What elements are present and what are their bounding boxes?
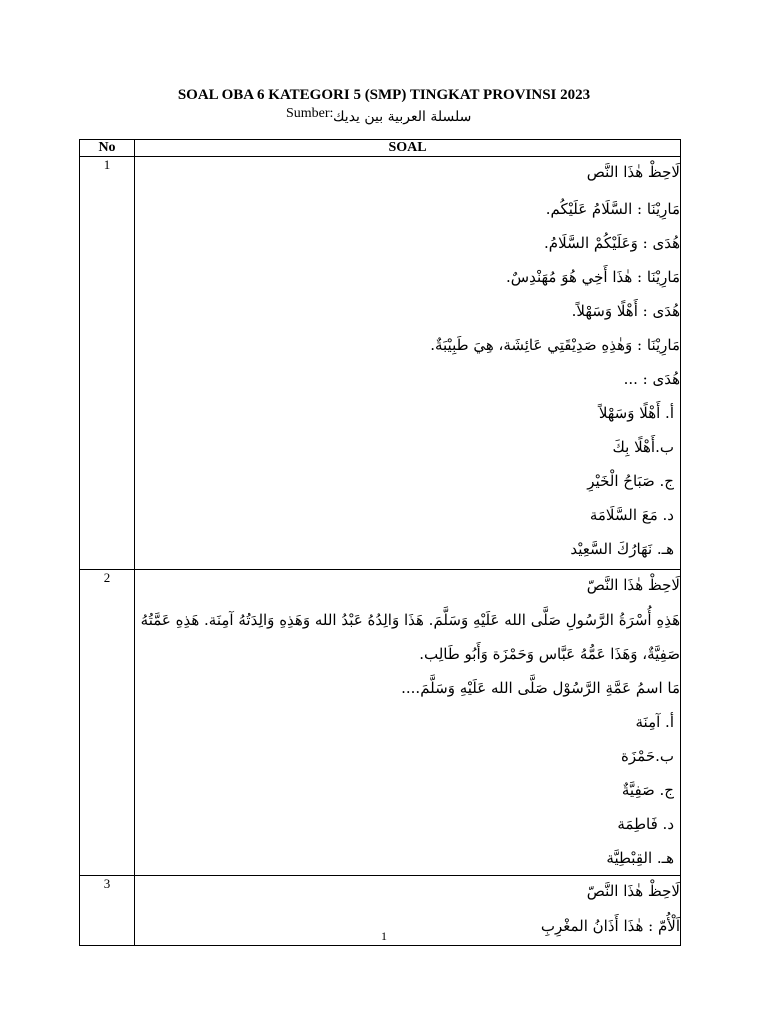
question-line: هُدَى : وَعَلَيْكُمْ السَّلَامُ. xyxy=(544,234,680,252)
page-number: 1 xyxy=(381,929,387,943)
question-line: لَاحِظْ هٰذَا النَّص xyxy=(586,163,680,181)
table-row xyxy=(80,570,681,876)
answer-option-b: ب.حَمْزَة xyxy=(621,747,674,765)
answer-option-b: ب.أَهْلًا بِكَ xyxy=(612,438,674,456)
question-body xyxy=(135,570,681,876)
answer-option-a: أ. أَهْلًا وَسَهْلاً xyxy=(598,404,674,422)
source-value: سلسلة العربية بين يديك xyxy=(333,109,472,125)
question-body xyxy=(135,157,681,570)
answer-option-d: د. فَاطِمَة xyxy=(617,815,674,833)
question-line: هُدَى : أَهْلًا وَسَهْلاً. xyxy=(571,302,680,320)
document-title: SOAL OBA 6 KATEGORI 5 (SMP) TINGKAT PROVINSI 2023 xyxy=(177,87,591,103)
answer-option-a: أ. آمِنَة xyxy=(635,713,674,731)
question-number: 2 xyxy=(80,570,135,876)
question-number: 1 xyxy=(80,157,135,570)
question-line: هُدَى : ... xyxy=(623,370,680,388)
col-header-soal: SOAL xyxy=(135,140,681,157)
table-row xyxy=(80,157,681,570)
question-line: اَلْأُمّ : هٰذَا أَذَانُ المغْرِبِ xyxy=(540,917,680,935)
source-line xyxy=(0,106,768,126)
question-number: 3 xyxy=(80,876,135,946)
question-line: مَارِيْنَا : هٰذَا أَخِي هُوَ مُهَنْدِسٌ. xyxy=(506,268,680,286)
question-line: مَا اسمُ عَمَّةِ الرَّسُوْل صَلَّى الله عَلَيْهِ وَسَلَّمَ.... xyxy=(401,679,680,697)
question-line: مَارِيْنَا : السَّلَامُ عَلَيْكُم. xyxy=(545,200,680,218)
answer-option-e: هـ. نَهَارُكَ السَّعِيْد xyxy=(570,540,674,558)
question-line: هَذِهِ أُسْرَةُ الرَّسُولِ صَلَّى الله عَلَيْهِ وَسَلَّمَ. هَذَا وَالِدُهُ عَبْدُ الله وَهَذِهِ وَالِدَتُهُ آمِنَة. هَذِهِ عَمَّتُهُ صَفِيَّةٌ، وَهَذَا عَمُّهُ عَبَّاس وَحَمْزَة وَأَبُو طَالِب. xyxy=(140,611,680,663)
col-header-no: No xyxy=(80,140,135,157)
answer-option-c: ج. صَبَاحُ الْخَيْرِ xyxy=(587,472,674,490)
answer-option-c: ج. صَفِيَّةٌ xyxy=(621,781,674,799)
question-line: مَارِيْنَا : وَهٰذِهِ صَدِيْقَتِي عَائِشَة، هِيَ طَبِيْبَةٌ. xyxy=(430,336,680,354)
source-label: Sumber: xyxy=(286,106,334,121)
answer-option-e: هـ. القِبْطِيَّة xyxy=(606,849,674,867)
table-header-row xyxy=(80,140,681,157)
question-line: لَاحِظْ هٰذَا النَّصّ xyxy=(586,576,680,594)
answer-option-d: د. مَعَ السَّلَامَة xyxy=(589,506,674,524)
question-line: لَاحِظْ هٰذَا النَّصّ xyxy=(586,882,680,900)
question-table xyxy=(79,139,681,946)
